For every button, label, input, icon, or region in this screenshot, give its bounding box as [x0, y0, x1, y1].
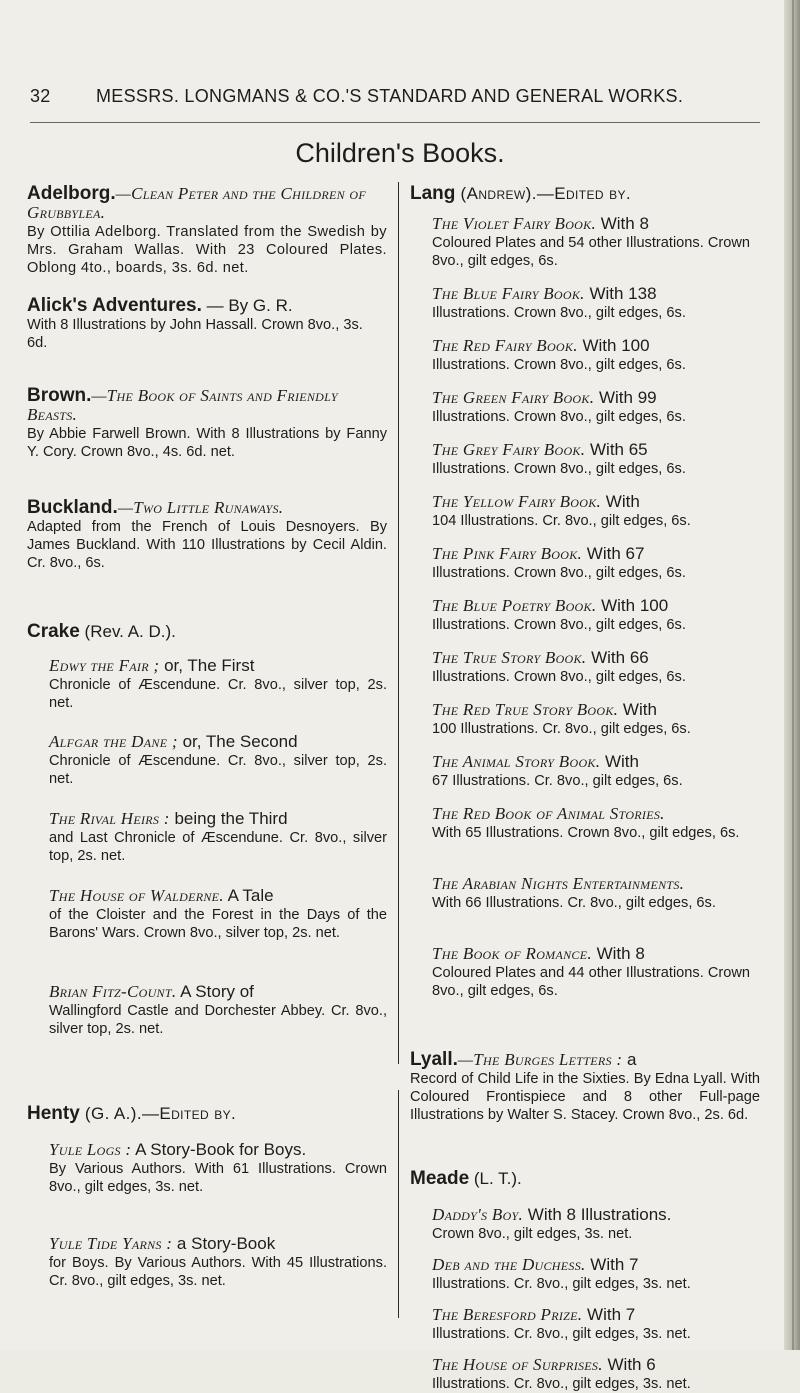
book-title: Deb and the Duchess. — [432, 1255, 586, 1274]
book-details: By Ottilia Adelborg. Translated from the Swedish by Mrs. Graham Wallas. With 23 Coloured Plates. Oblong 4to., boards, 3s. 6d. net. — [27, 224, 387, 276]
book-subtitle: A Story-Book for Boys. — [131, 1140, 307, 1159]
author-qualifier: (G. A.).—Edited by. — [79, 1104, 237, 1123]
author-qualifier: (Rev. A. D.). — [79, 622, 176, 641]
book-details: Chronicle of Æscendune. Cr. 8vo., silver top, 2s. net. — [49, 677, 387, 711]
book-details: for Boys. By Various Authors. With 45 Illustrations. Cr. 8vo., gilt edges, 3s. net. — [49, 1255, 387, 1289]
book-subtitle: With 6 — [602, 1355, 656, 1374]
author-name: Buckland. — [27, 497, 118, 518]
book-subtitle: With 8 — [596, 214, 649, 233]
book-item — [432, 545, 762, 582]
book-subtitle: With 67 — [582, 544, 645, 563]
book-item — [432, 875, 762, 912]
book-title: Daddy's Boy. — [432, 1205, 524, 1224]
book-title: The Red True Story Book. — [432, 700, 619, 719]
entry-alick — [27, 297, 387, 352]
book-title: The Beresford Prize. — [432, 1305, 583, 1324]
book-subtitle: With — [600, 752, 639, 771]
book-subtitle: A Tale — [223, 886, 274, 905]
book-item — [432, 753, 762, 790]
author-name: Adelborg. — [27, 183, 116, 204]
book-title: —The Burges Letters : — [457, 1050, 623, 1069]
book-item — [432, 945, 762, 1000]
book-subtitle: or, The Second — [177, 732, 298, 751]
book-item — [49, 983, 387, 1038]
book-title: The Yellow Fairy Book. — [432, 492, 602, 511]
book-subtitle: With 7 — [585, 1255, 639, 1274]
author-qualifier: (L. T.). — [469, 1169, 522, 1188]
book-title: —Two Little Runaways. — [117, 498, 284, 517]
entry-meade — [410, 1168, 760, 1392]
book-details: Illustrations. Crown 8vo., gilt edges, 6s. — [432, 461, 686, 477]
book-subtitle: With 138 — [584, 284, 657, 303]
book-item — [49, 1141, 387, 1196]
book-details: Illustrations. Cr. 8vo., gilt edges, 3s. net. — [432, 1276, 691, 1292]
book-item — [49, 733, 387, 788]
page-number: 32 — [30, 86, 51, 106]
book-title: —The Book of Saints and Friendly Beasts. — [27, 386, 338, 424]
book-subtitle: With 65 — [585, 440, 648, 459]
book-item — [432, 389, 762, 426]
book-item — [432, 1306, 762, 1343]
book-details: Illustrations. Crown 8vo., gilt edges, 6s. — [432, 305, 686, 321]
book-details: Illustrations. Crown 8vo., gilt edges, 6s. — [432, 669, 686, 685]
book-details: Illustrations. Crown 8vo., gilt edges, 6s. — [432, 617, 686, 633]
book-details: With 8 Illustrations by John Hassall. Crown 8vo., 3s. 6d. — [27, 317, 363, 351]
book-title: —Clean Peter and the Children of Grubbylea. — [27, 184, 367, 222]
book-title: The Red Fairy Book. — [432, 336, 578, 355]
book-item — [49, 810, 387, 865]
book-subtitle: a Story-Book — [172, 1234, 276, 1253]
book-item — [432, 805, 762, 842]
book-subtitle: A Story of — [176, 982, 254, 1001]
book-byline: — By G. R. — [201, 296, 293, 315]
header-rule — [30, 122, 760, 123]
book-details: Illustrations. Cr. 8vo., gilt edges, 3s. net. — [432, 1326, 691, 1342]
section-title: Children's Books. — [295, 138, 505, 168]
book-details: 100 Illustrations. Cr. 8vo., gilt edges, 6s. — [432, 721, 691, 737]
book-subtitle: With 100 — [596, 596, 669, 615]
entry-crake — [27, 621, 387, 1037]
book-subtitle: a — [622, 1050, 637, 1069]
book-title: Alfgar the Dane ; — [49, 732, 178, 751]
book-subtitle: With 66 — [586, 648, 649, 667]
book-item — [432, 337, 762, 374]
book-details: Illustrations. Crown 8vo., gilt edges, 6s. — [432, 357, 686, 373]
author-name: Lyall. — [410, 1049, 458, 1070]
book-details: Coloured Plates and 54 other Illustrations. Crown 8vo., gilt edges, 6s. — [432, 235, 750, 269]
book-details: Chronicle of Æscendune. Cr. 8vo., silver top, 2s. net. — [49, 753, 387, 787]
author-name: Lang — [410, 183, 456, 204]
book-item — [432, 1356, 762, 1393]
entry-buckland — [27, 499, 387, 572]
entry-brown — [27, 387, 387, 461]
book-title: The Arabian Nights Entertainments. — [432, 874, 685, 893]
book-subtitle: With — [601, 492, 640, 511]
book-details: Illustrations. Cr. 8vo., gilt edges, 3s. net. — [432, 1376, 691, 1392]
book-title: The Rival Heirs : — [49, 809, 170, 828]
book-details: Adapted from the French of Louis Desnoyers. By James Buckland. With 110 Illustrations by Cecil Aldin. Cr. 8vo., 6s. — [27, 519, 387, 571]
book-details: Wallingford Castle and Dorchester Abbey. Cr. 8vo., silver top, 2s. net. — [49, 1003, 387, 1037]
author-name: Henty — [27, 1103, 80, 1124]
book-title: Edwy the Fair ; — [49, 656, 160, 675]
book-subtitle: being the Third — [169, 809, 288, 828]
entry-lang — [410, 183, 760, 999]
book-item — [432, 1256, 762, 1293]
book-item — [432, 597, 762, 634]
book-item — [49, 657, 387, 712]
book-subtitle: With 8 — [591, 944, 645, 963]
book-subtitle: With 100 — [577, 336, 650, 355]
book-title: The True Story Book. — [432, 648, 587, 667]
book-details: With 66 Illustrations. Cr. 8vo., gilt edges, 6s. — [432, 895, 716, 911]
book-subtitle: With 99 — [594, 388, 657, 407]
book-details: of the Cloister and the Forest in the Days of the Barons' Wars. Crown 8vo., silver top, 2s. net. — [49, 907, 387, 941]
book-title: Yule Tide Yarns : — [49, 1234, 173, 1253]
book-details: 67 Illustrations. Cr. 8vo., gilt edges, 6s. — [432, 773, 683, 789]
book-title: The House of Surprises. — [432, 1355, 603, 1374]
book-item — [432, 701, 762, 738]
book-item — [432, 493, 762, 530]
author-name: Alick's Adventures. — [27, 295, 202, 316]
book-details: Crown 8vo., gilt edges, 3s. net. — [432, 1226, 633, 1242]
book-subtitle: With — [618, 700, 657, 719]
book-item — [432, 215, 762, 270]
running-title: MESSRS. LONGMANS & CO.'S STANDARD AND GENERAL WORKS. — [96, 86, 684, 106]
book-details: Record of Child Life in the Sixties. By Edna Lyall. With Coloured Frontispiece and 8 other Full-page Illustrations by Walter S. Stacey. Crown 8vo., 2s. 6d. — [410, 1071, 760, 1123]
book-title: Brian Fitz-Count. — [49, 982, 177, 1001]
book-item — [432, 441, 762, 478]
book-title: The Blue Fairy Book. — [432, 284, 585, 303]
book-title: The House of Walderne. — [49, 886, 224, 905]
page-edge-shadow — [792, 0, 794, 1350]
book-item — [432, 649, 762, 686]
book-item — [432, 285, 762, 322]
book-details: By Various Authors. With 61 Illustrations. Crown 8vo., gilt edges, 3s. net. — [49, 1161, 387, 1195]
book-item — [49, 1235, 387, 1290]
book-title: The Grey Fairy Book. — [432, 440, 586, 459]
column-divider — [398, 182, 399, 1064]
entry-henty — [27, 1103, 387, 1289]
author-name: Brown. — [27, 385, 92, 406]
book-subtitle: or, The First — [159, 656, 255, 675]
book-title: The Pink Fairy Book. — [432, 544, 583, 563]
book-subtitle: With 7 — [582, 1305, 636, 1324]
author-name: Crake — [27, 621, 80, 642]
book-details: and Last Chronicle of Æscendune. Cr. 8vo., silver top, 2s. net. — [49, 830, 387, 864]
book-item — [432, 1206, 762, 1243]
book-details: With 65 Illustrations. Crown 8vo., gilt edges, 6s. — [432, 825, 740, 841]
book-title: The Book of Romance. — [432, 944, 592, 963]
book-title: The Violet Fairy Book. — [432, 214, 596, 233]
book-details: Illustrations. Crown 8vo., gilt edges, 6s. — [432, 565, 686, 581]
book-details: By Abbie Farwell Brown. With 8 Illustrations by Fanny Y. Cory. Crown 8vo., 4s. 6d. net. — [27, 426, 387, 460]
book-title: The Green Fairy Book. — [432, 388, 595, 407]
entry-lyall — [410, 1051, 760, 1124]
book-title: Yule Logs : — [49, 1140, 132, 1159]
author-qualifier: (Andrew).—Edited by. — [455, 184, 632, 203]
book-title: The Animal Story Book. — [432, 752, 601, 771]
book-details: Illustrations. Crown 8vo., gilt edges, 6s. — [432, 409, 686, 425]
book-subtitle: With 8 Illustrations. — [523, 1205, 672, 1224]
book-title: The Red Book of Animal Stories. — [432, 804, 665, 823]
book-details: 104 Illustrations. Cr. 8vo., gilt edges, 6s. — [432, 513, 691, 529]
book-details: Coloured Plates and 44 other Illustrations. Crown 8vo., gilt edges, 6s. — [432, 965, 750, 999]
column-divider-lower — [398, 1090, 399, 1318]
author-name: Meade — [410, 1168, 470, 1189]
entry-adelborg — [27, 185, 387, 277]
book-item — [49, 887, 387, 942]
book-title: The Blue Poetry Book. — [432, 596, 597, 615]
